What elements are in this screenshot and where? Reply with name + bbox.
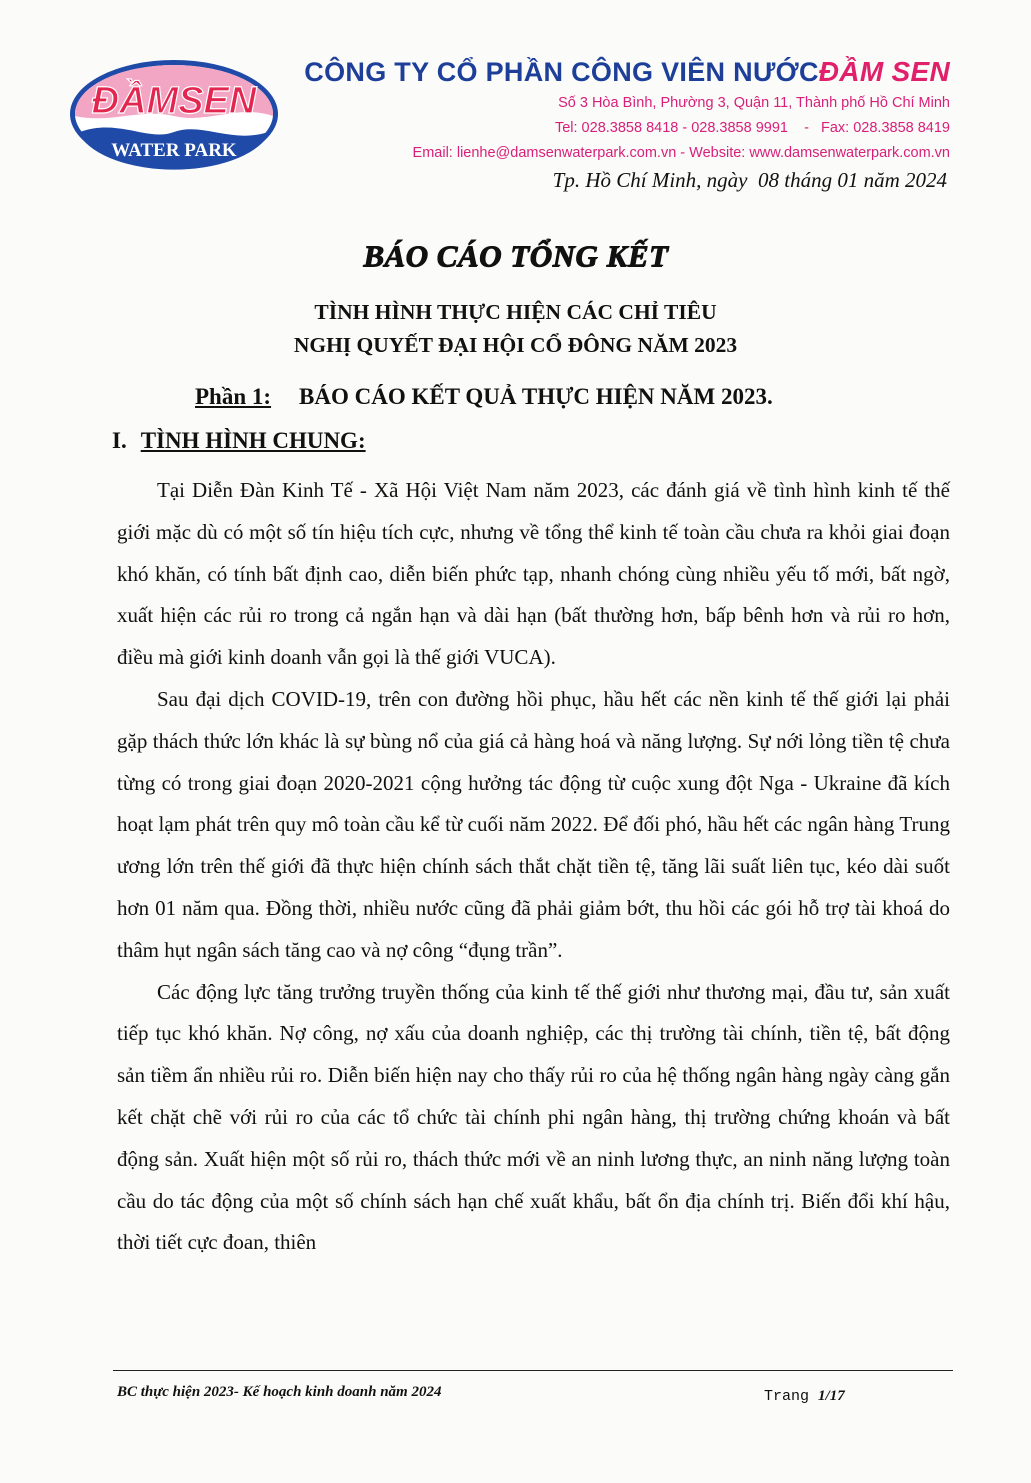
damsen-water-park-logo [68, 58, 280, 170]
logo-bottom-text: WATER PARK [111, 140, 237, 161]
company-name-prefix: CÔNG TY CỔ PHẦN CÔNG VIÊN NƯỚC [304, 57, 819, 87]
company-info [300, 56, 950, 163]
company-name [300, 56, 950, 88]
company-address: Số 3 Hòa Bình, Phường 3, Quận 11, Thành phố Hồ Chí Minh [558, 95, 950, 111]
dateline: Tp. Hồ Chí Minh, ngày 08 tháng 01 năm 2024 [552, 168, 947, 192]
company-name-brand: ĐẦM SEN [818, 56, 950, 87]
paragraph-3: Các động lực tăng trưởng truyền thống của kinh tế thế giới như thương mại, đầu tư, sản xuất tiếp tục khó khăn. Nợ công, nợ xấu của doanh nghiệp, các thị trường tài chính, tiền tệ, bất động sản tiềm ẩn nhiều rủi ro. Diễn biến hiện nay cho thấy rủi ro của hệ thống ngân hàng ngày càng gắn kết chặt chẽ với rủi ro của các tổ chức tài chính phi ngân hàng, thị trường chứng khoán và bất động sản. Xuất hiện một số rủi ro, thách thức mới về an ninh lương thực, an ninh năng lượng toàn cầu do tác động của một số chính sách hạn chế xuất khẩu, bất ổn địa chính trị. Biến đổi khí hậu, thời tiết cực đoan, thiên [117, 979, 950, 1255]
page-number: 1/17 [818, 1388, 845, 1404]
company-phone-fax: Tel: 028.3858 8418 - 028.3858 9991 - Fax: 028.3858 8419 [554, 120, 950, 136]
footer-divider [113, 1370, 953, 1371]
part-heading [195, 384, 773, 410]
paragraph-1: Tại Diễn Đàn Kinh Tế - Xã Hội Việt Nam năm 2023, các đánh giá về tình hình kinh tế thế giới mặc dù có một số tín hiệu tích cực, nhưng về tổng thể kinh tế toàn cầu chưa ra khỏi giai đoạn khó khăn, có tính bất định cao, diễn biến phức tạp, nhanh chóng cùng nhiều yếu tố mới, bất ngờ, xuất hiện các rủi ro trong cả ngắn hạn và dài hạn (bất thường hơn, bấp bênh hơn và rủi ro hơn, điều mà giới kinh doanh vẫn gọi là thế giới VUCA). [117, 478, 950, 670]
section-number: I. [112, 428, 127, 453]
section-title: TÌNH HÌNH CHUNG: [140, 428, 366, 453]
report-subtitle-2: NGHỊ QUYẾT ĐẠI HỘI CỔ ĐÔNG NĂM 2023 [293, 333, 738, 357]
logo-top-text: ĐẦMSEN [91, 80, 257, 122]
report-subtitle-1: TÌNH HÌNH THỰC HIỆN CÁC CHỈ TIÊU [314, 300, 717, 324]
page-indicator [764, 1388, 845, 1405]
footer-document-label: BC thực hiện 2023- Kế hoạch kinh doanh năm 2024 [117, 1384, 442, 1400]
paragraph-2: Sau đại dịch COVID-19, trên con đường hồi phục, hầu hết các nền kinh tế thế giới lại phải gặp thách thức lớn khác là sự bùng nổ của giá cả hàng hoá và năng lượng. Sự nới lỏng tiền tệ chưa từng có trong giai đoạn 2020-2021 cộng hưởng tác động từ cuộc xung đột Nga - Ukraine đã kích hoạt lạm phát trên quy mô toàn cầu kể từ cuối năm 2022. Để đối phó, hầu hết các ngân hàng Trung ương lớn trên thế giới đã thực hiện chính sách thắt chặt tiền tệ, tăng lãi suất liên tục, kéo dài suốt hơn 01 năm qua. Đồng thời, nhiều nước cũng đã phải giảm bớt, thu hồi các gói hỗ trợ tài khoá do thâm hụt ngân sách tăng cao và nợ công “đụng trần”. [117, 686, 950, 962]
company-email-website: Email: lienhe@damsenwaterpark.com.vn - Website: www.damsenwaterpark.com.vn [412, 145, 950, 161]
part-label: Phần 1: [195, 384, 272, 409]
body-text [117, 470, 950, 1264]
section-heading [112, 428, 366, 454]
part-title: BÁO CÁO KẾT QUẢ THỰC HIỆN NĂM 2023. [299, 384, 773, 409]
report-title: BÁO CÁO TỔNG KẾT [362, 238, 669, 273]
page-label: Trang [764, 1388, 810, 1405]
